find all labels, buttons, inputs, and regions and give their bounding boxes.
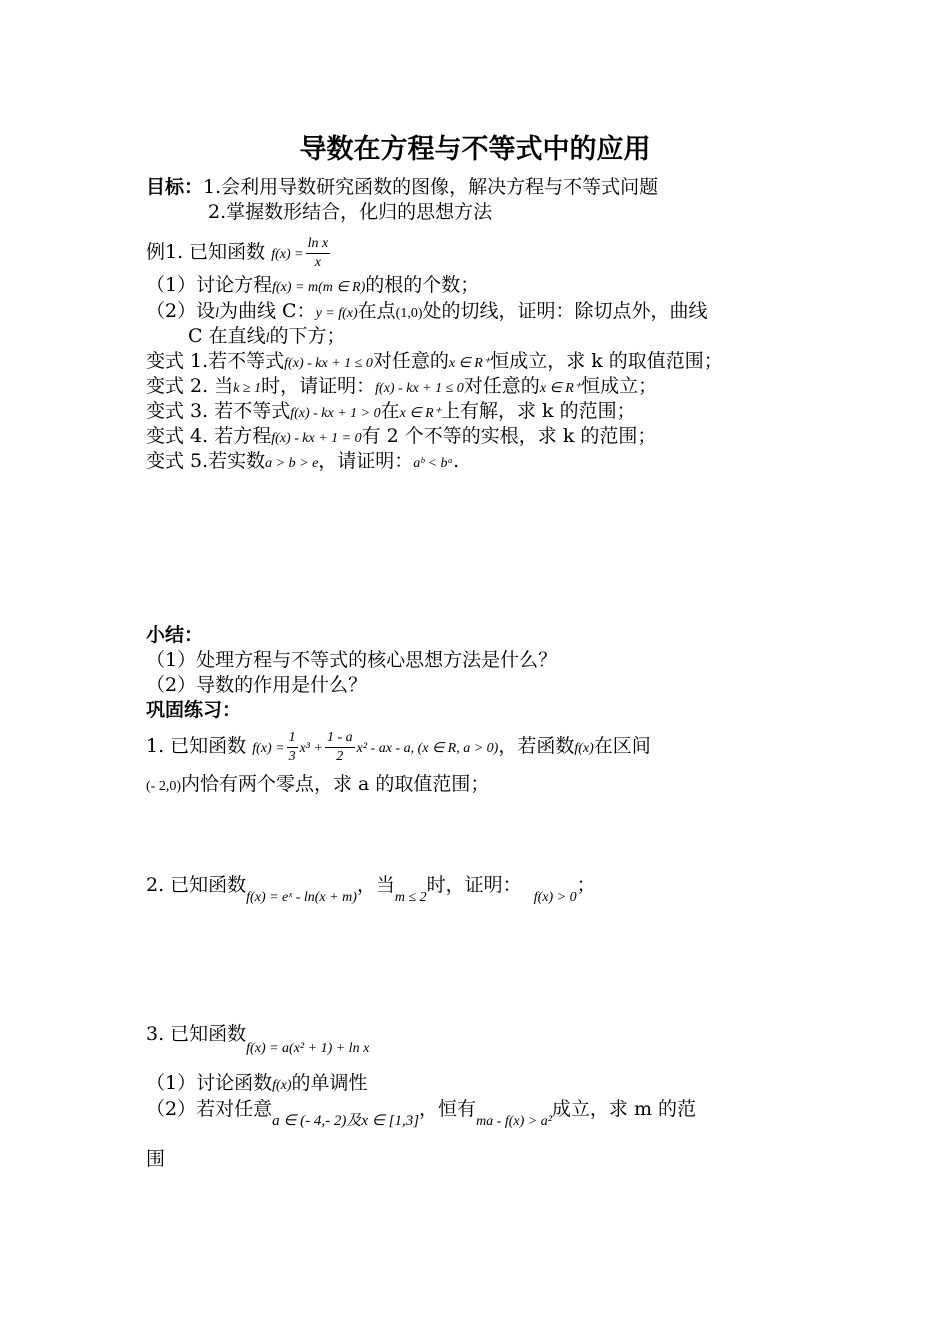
p1-frac2-num: 1 - a [325,729,355,748]
example1-fraction [306,235,331,272]
v2-text-b: 时，请证明： [261,375,376,397]
p2-text-a: 2. 已知函数 [146,874,247,896]
p1-fx: f(x) [574,741,594,756]
p1-term-1: x³ + [299,741,323,756]
practice-2 [146,872,596,905]
v3-text-b: 在 [380,400,400,422]
p2-math-2: m ≤ 2 [394,890,427,905]
q2-point: (1,0) [395,306,423,321]
v1-text-a: 变式 1.若不等式 [146,350,285,372]
example1-frac-num: ln x [306,235,331,254]
p1-fraction-2 [325,729,355,766]
p2-text-d: ； [576,874,596,896]
v2-math-3: x ∈ R⁺ [539,381,582,396]
example1-heading [146,232,332,275]
q1-text-b: 的根的个数； [365,274,480,296]
p2-math-1: f(x) = eˣ - ln(x + m) [246,890,357,905]
q2-text-b: 为曲线 C： [218,300,316,322]
v1-math-2: x ∈ R⁺ [448,356,491,371]
practice-1 [146,726,651,769]
v3-text-c: 上有解，求 k 的范围； [441,400,636,422]
example1-label: 例1. 已知函数 [146,241,266,263]
p3-q2-text-b: ，恒有 [419,1098,477,1120]
q2-curve: y = f(x) [315,306,358,321]
practice-3 [146,1021,370,1056]
v2-text-a: 变式 2. 当 [146,375,234,397]
p2-math-3: f(x) > 0 [533,890,577,905]
p3-q2-text-a: （2）若对任意 [146,1098,273,1120]
v5-text-a: 变式 5.若实数 [146,450,266,472]
v5-text-c: . [453,450,460,472]
q2-line-l2: l [265,331,270,346]
p1-frac1-num: 1 [287,729,298,748]
v4-text-a: 变式 4. 若方程 [146,425,272,447]
p3-q2-math-2: ma - f(x) > a² [476,1114,552,1129]
p1-fraction-1 [287,729,298,766]
practice-3-q1 [146,1070,368,1099]
example1-f-lhs: f(x) = [271,247,304,262]
v1-text-b: 对任意的 [372,350,449,372]
goals-label: 目标： [146,176,204,198]
q2-text-d: 处的切线，证明：除切点外，曲线 [422,300,708,322]
v5-text-b: ，请证明： [318,450,414,472]
p1-frac2-den: 2 [336,748,344,764]
q2-line-l: l [215,306,219,321]
p3-q1-math: f(x) [272,1078,292,1093]
p3-q1-text-b: 的单调性 [291,1072,368,1094]
v5-math-1: a > b > e [265,456,319,471]
q2-text-c: 在点 [357,300,396,322]
p1-text-a: 1. 已知函数 [146,735,247,757]
practice-label: 巩固练习： [146,699,242,721]
example1-q1 [146,272,479,301]
q2-text-e: C 在直线 [188,325,266,347]
q1-text-a: （1）讨论方程 [146,274,273,296]
p1-term-2: x² - ax - a, (x ∈ R, a > 0) [356,741,499,756]
v1-math-1: f(x) - kx + 1 ≤ 0 [284,356,373,371]
summary-label: 小结： [146,624,204,646]
v3-math-1: f(x) - kx + 1 > 0 [290,406,381,421]
p2-text-b: ，当 [356,874,395,896]
goals-line-1 [146,174,658,200]
v4-math-1: f(x) - kx + 1 = 0 [271,431,362,446]
v4-text-b: 有 2 个不等的实根，求 k 的范围； [361,425,657,447]
p3-math-1: f(x) = a(x² + 1) + ln x [246,1041,370,1056]
practice-3-q2 [146,1096,697,1129]
page-title: 导数在方程与不等式中的应用 [299,134,651,165]
p1-f-lhs: f(x) = [252,741,285,756]
p3-q2-text-c: 成立，求 m 的范 [551,1098,697,1120]
v2-text-c: 对任意的 [463,375,540,397]
p1-text-b: ，若函数 [498,735,575,757]
p3-q2-math-1: a ∈ (- 4,- 2)及x ∈ [1,3] [272,1113,420,1129]
q1-math: f(x) = m(m ∈ R) [272,280,366,295]
practice-3-q2-cont: 围 [146,1148,166,1170]
goal-item-2: 2.掌握数形结合，化归的思想方法 [208,201,493,223]
p1-frac1-den: 3 [288,748,296,764]
p2-text-c: 时，证明： [426,874,522,896]
p1-interval: (- 2,0) [146,779,181,794]
goal-item-1: 1.会利用导数研究函数的图像，解决方程与不等式问题 [203,176,659,198]
v5-math-2: aᵇ < bᵃ [413,456,454,471]
summary-q1: （1）处理方程与不等式的核心思想方法是什么？ [146,649,558,671]
v2-math-2: f(x) - kx + 1 ≤ 0 [375,381,464,396]
example1-frac-den: x [314,254,321,270]
v2-text-d: 恒成立； [581,375,658,397]
v3-text-a: 变式 3. 若不等式 [146,400,291,422]
variant-5 [146,448,459,477]
q2-text-f: 的下方； [269,325,346,347]
q2-text-a: （2）设 [146,300,216,322]
p1-text-c: 在区间 [593,735,651,757]
p3-text-a: 3. 已知函数 [146,1023,247,1045]
v1-text-c: 恒成立，求 k 的取值范围； [490,350,723,372]
practice-1-cont [146,771,489,800]
v3-math-2: x ∈ R⁺ [399,406,442,421]
summary-q2: （2）导数的作用是什么？ [146,674,368,696]
p3-q1-text-a: （1）讨论函数 [146,1072,273,1094]
p1-text-d: 内恰有两个零点，求 a 的取值范围； [181,773,490,795]
v2-math-1: k ≥ 1 [233,381,262,396]
